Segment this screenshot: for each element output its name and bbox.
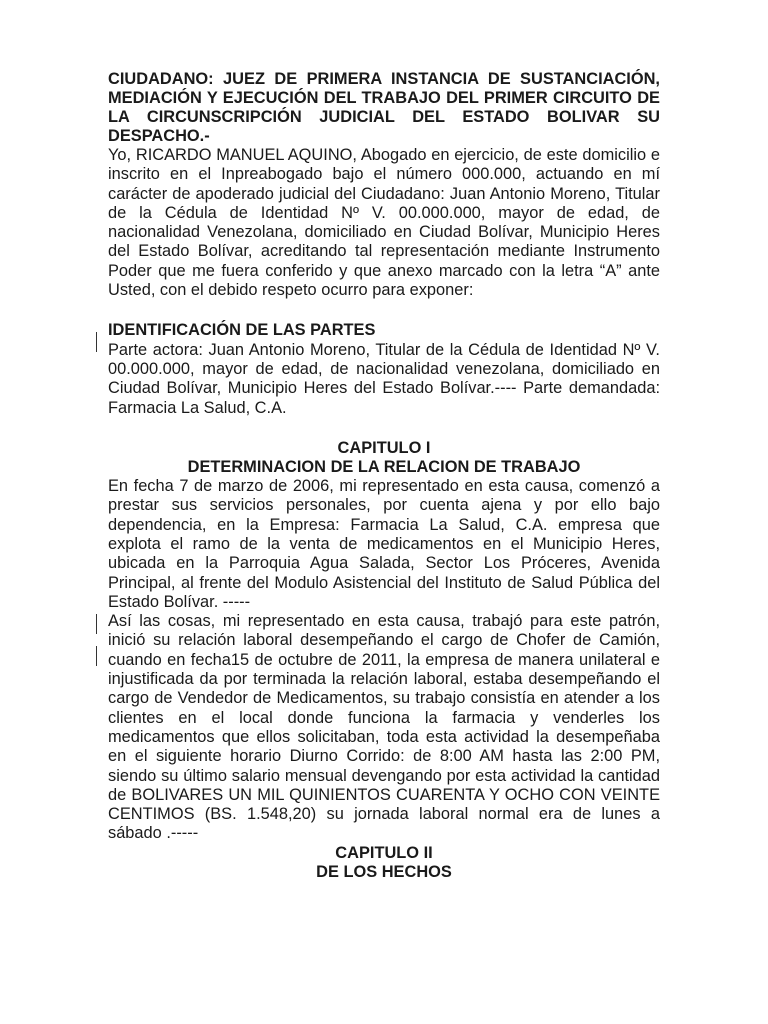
chapter-2-title: CAPITULO II [335, 843, 433, 862]
intro-paragraph: Yo, RICARDO MANUEL AQUINO, Abogado en ejercicio, de este domicilio e inscrito en el Inpreabogado bajo el número 000.000, actuando en mí carácter de apoderado judicial del Ciudadano: Juan Antonio Moreno, Titular de la Cédula de Identidad Nº V. 00.000.000, mayor de edad, de nacionalidad Venezolana, domiciliado en Ciudad Bolívar, Municipio Heres del Estado Bolívar, acreditando tal representación mediante Instrumento Poder que me fuera conferido y que anexo marcado con la letra “A” ante Usted, con el debido respeto ocurro para exponer: [108, 146, 660, 300]
document-heading: CIUDADANO: JUEZ DE PRIMERA INSTANCIA DE SUSTANCIACIÓN, MEDIACIÓN Y EJECUCIÓN DEL TRABAJO DEL PRIMER CIRCUITO DE LA CIRCUNSCRIPCIÓN JUDICIAL DEL ESTADO BOLIVAR SU DESPACHO.- [108, 70, 660, 145]
chapter-1-paragraph-2: Así las cosas, mi representado en esta causa, trabajó para este patrón, inició su relación laboral desempeñando el cargo de Chofer de Camión, cuando en fecha15 de octubre de 2011, la empresa de manera unilateral e injustificada da por terminada la relación laboral, estaba desempeñando el cargo de Vendedor de Medicamentos, su trabajo consistía en atender a los clientes en el local donde funciona la farmacia y venderles los medicamentos que ellos solicitaban, toda esta actividad la desempeñaba en el siguiente horario Diurno Corrido: de 8:00 AM hasta las 2:00 PM, siendo su último salario mensual devengando por esta actividad la cantidad de BOLIVARES UN MIL QUINIENTOS CUARENTA Y OCHO CON VEINTE CENTIMOS (BS. 1.548,20) su jornada laboral normal era de lunes a sábado .----- [108, 612, 660, 843]
chapter-1-subtitle: DETERMINACION DE LA RELACION DE TRABAJO [187, 458, 581, 477]
text-cursor-mark [96, 332, 97, 352]
chapter-1-paragraph-1: En fecha 7 de marzo de 2006, mi representado en esta causa, comenzó a prestar sus servicios personales, por cuenta ajena y por ello bajo dependencia, en la Empresa: Farmacia La Salud, C.A. empresa que explota el ramo de la venta de medicamentos en el Municipio Heres, ubicada en la Parroquia Agua Salada, Sector Los Próceres, Avenida Principal, al frente del Modulo Asistencial del Instituto de Salud Pública del Estado Bolívar. ----- [108, 477, 660, 611]
text-cursor-mark [96, 646, 97, 666]
parties-paragraph: Parte actora: Juan Antonio Moreno, Titular de la Cédula de Identidad Nº V. 00.000.000, mayor de edad, de nacionalidad venezolana, domiciliado en Ciudad Bolívar, Municipio Heres del Estado Bolívar.---- Parte demandada: Farmacia La Salud, C.A. [108, 340, 660, 417]
text-cursor-mark [96, 614, 97, 634]
chapter-1-title: CAPITULO I [337, 439, 431, 458]
chapter-2-subtitle: DE LOS HECHOS [316, 862, 452, 881]
parties-section-title: IDENTIFICACIÓN DE LAS PARTES [108, 321, 376, 340]
